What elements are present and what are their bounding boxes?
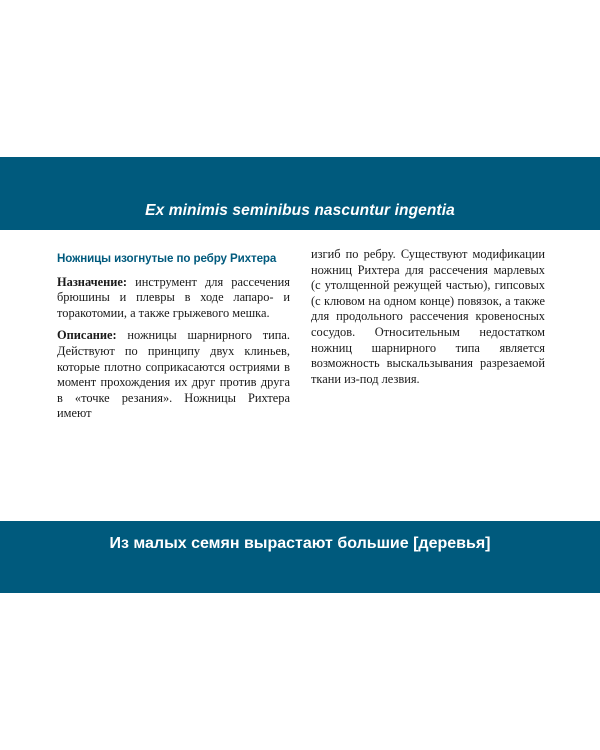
purpose-label: Назначение: <box>57 274 128 289</box>
article-column-right <box>311 247 545 394</box>
latin-motto: Ex minimis seminibus nascuntur ingentia <box>145 202 455 219</box>
description-paragraph <box>57 328 290 422</box>
purpose-text: инструмент для рассечения брюшины и плевры в ходе лапаро- и торакотомии, а также грыжевого мешка. <box>57 274 290 320</box>
purpose-paragraph <box>57 275 290 322</box>
article-heading: Ножницы изогнутые по ребру Рихтера <box>57 252 277 265</box>
continuation-paragraph: изгиб по ребру. Существуют модификации ножниц Рихтера для рассечения марлевых (с утолщенной режущей частью), гипсовых (с клювом на одном конце) повязок, а также для продольного рассечения кровеносных сосудов. Относительным недостатком ножниц шарнирного типа является возможность выскальзывания разрезаемой ткани из-под лезвия. <box>311 247 545 386</box>
motto-banner <box>0 157 600 230</box>
article-column-left <box>57 247 290 429</box>
translation-banner <box>0 521 600 593</box>
description-text: ножницы шарнирного типа. Действуют по принципу двух клиньев, которые плотно соприкасаются остриями в момент прохождения их друг против друга в «точке резания». Ножницы Рихтера имеют <box>57 328 290 421</box>
motto-translation: Из малых семян вырастают большие [деревья] <box>109 535 491 552</box>
description-label: Описание: <box>57 328 117 343</box>
